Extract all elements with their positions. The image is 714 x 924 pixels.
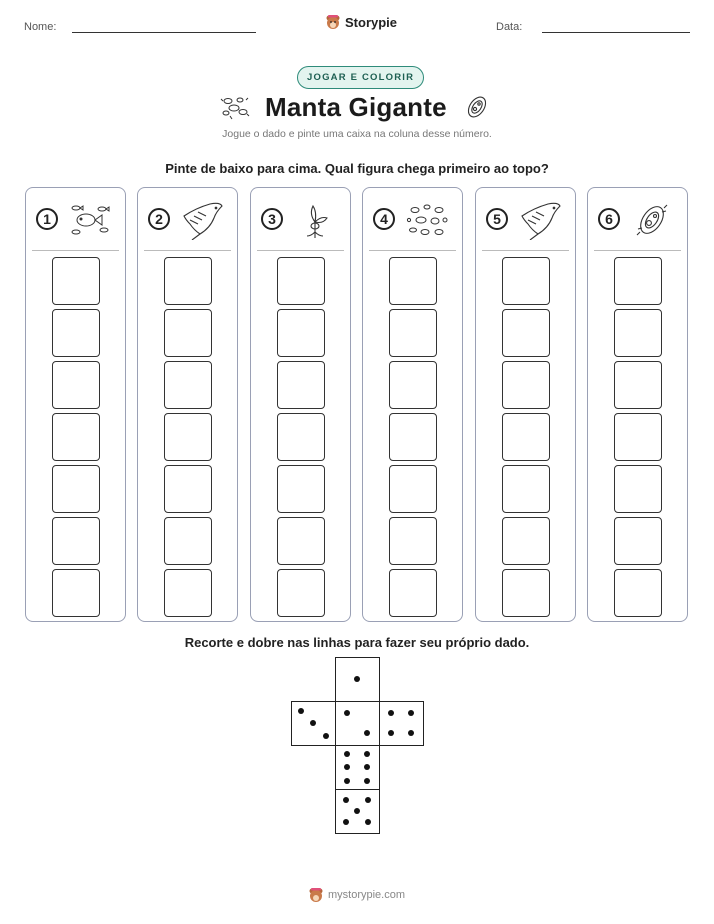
- dice-face-5: [335, 789, 380, 834]
- color-box[interactable]: [389, 257, 437, 305]
- color-box[interactable]: [52, 413, 100, 461]
- color-box[interactable]: [52, 257, 100, 305]
- dice-pip: [364, 730, 370, 736]
- dice-pip: [364, 778, 370, 784]
- dice-face-1: [335, 657, 380, 702]
- color-box[interactable]: [52, 361, 100, 409]
- column-3: [250, 187, 351, 622]
- color-box[interactable]: [614, 413, 662, 461]
- color-box[interactable]: [277, 361, 325, 409]
- color-box[interactable]: [164, 361, 212, 409]
- color-box[interactable]: [164, 517, 212, 565]
- color-box[interactable]: [164, 465, 212, 513]
- color-box[interactable]: [277, 517, 325, 565]
- column-header: [476, 188, 575, 250]
- manta-ray-icon: [180, 200, 224, 240]
- name-line[interactable]: [72, 32, 256, 33]
- column-header: [26, 188, 125, 250]
- color-box[interactable]: [614, 517, 662, 565]
- color-box[interactable]: [277, 569, 325, 617]
- color-box[interactable]: [614, 257, 662, 305]
- dice-pip: [344, 710, 350, 716]
- dice-pip: [323, 733, 329, 739]
- manta-ray-icon: [518, 200, 562, 240]
- dice-pip: [388, 710, 394, 716]
- color-box[interactable]: [164, 309, 212, 357]
- page-subtitle: Jogue o dado e pinte uma caixa na coluna desse número.: [222, 128, 492, 140]
- dice-pip: [408, 730, 414, 736]
- footer: [308, 887, 405, 903]
- color-box[interactable]: [389, 413, 437, 461]
- bear-logo-icon: [325, 14, 341, 30]
- dice-pip: [388, 730, 394, 736]
- column-number: 5: [486, 208, 508, 230]
- column-header: [138, 188, 237, 250]
- color-box[interactable]: [502, 517, 550, 565]
- color-box[interactable]: [502, 413, 550, 461]
- dice-face-4: [379, 701, 424, 746]
- column-number: 6: [598, 208, 620, 230]
- color-box[interactable]: [164, 257, 212, 305]
- dice-pip: [365, 819, 371, 825]
- plankton-sprout-icon: [293, 200, 337, 240]
- dice-pip: [343, 797, 349, 803]
- color-box[interactable]: [502, 257, 550, 305]
- dice-pip: [364, 764, 370, 770]
- color-box[interactable]: [277, 413, 325, 461]
- microbe-icon: [630, 200, 674, 240]
- color-box[interactable]: [164, 413, 212, 461]
- dice-pip: [344, 778, 350, 784]
- column-divider: [32, 250, 119, 251]
- color-box[interactable]: [502, 465, 550, 513]
- column-divider: [144, 250, 231, 251]
- column-header: [363, 188, 462, 250]
- dice-instruction: Recorte e dobre nas linhas para fazer seu próprio dado.: [184, 635, 530, 650]
- dice-face-2: [335, 701, 380, 746]
- brand-name: Storypie: [345, 14, 398, 30]
- dice-pip: [343, 819, 349, 825]
- dice-face-6: [335, 745, 380, 790]
- dice-pip: [344, 751, 350, 757]
- dice-pip: [310, 720, 316, 726]
- page-title: Manta Gigante: [265, 92, 447, 122]
- color-box[interactable]: [52, 517, 100, 565]
- game-type-badge: JOGAR E COLORIR: [297, 66, 424, 89]
- column-4: [362, 187, 463, 622]
- color-box[interactable]: [389, 309, 437, 357]
- column-header: [251, 188, 350, 250]
- column-number: 3: [261, 208, 283, 230]
- column-5: [475, 187, 576, 622]
- dice-pip: [364, 751, 370, 757]
- color-box[interactable]: [277, 465, 325, 513]
- dice-pip: [354, 808, 360, 814]
- column-number: 1: [36, 208, 58, 230]
- column-divider: [482, 250, 569, 251]
- plankton-title-icon: [220, 94, 250, 120]
- color-box[interactable]: [389, 361, 437, 409]
- dice-pip: [298, 708, 304, 714]
- column-2: [137, 187, 238, 622]
- color-box[interactable]: [502, 309, 550, 357]
- footer-url[interactable]: mystorypie.com: [328, 889, 406, 901]
- color-box[interactable]: [614, 309, 662, 357]
- color-box[interactable]: [389, 465, 437, 513]
- column-number: 4: [373, 208, 395, 230]
- color-box[interactable]: [502, 361, 550, 409]
- color-box[interactable]: [389, 517, 437, 565]
- column-header: [588, 188, 687, 250]
- bear-footer-icon: [308, 887, 324, 903]
- color-box[interactable]: [52, 569, 100, 617]
- dice-pip: [344, 764, 350, 770]
- color-box[interactable]: [52, 309, 100, 357]
- game-instruction: Pinte de baixo para cima. Qual figura chega primeiro ao topo?: [165, 161, 549, 176]
- microbe-title-icon: [464, 93, 490, 121]
- dice-face-3: [291, 701, 336, 746]
- plankton-cluster-icon: [405, 200, 449, 240]
- dice-pip: [365, 797, 371, 803]
- column-divider: [594, 250, 681, 251]
- column-number: 2: [148, 208, 170, 230]
- date-label: Data:: [496, 21, 523, 33]
- color-box[interactable]: [164, 569, 212, 617]
- dice-pip: [354, 676, 360, 682]
- color-box[interactable]: [614, 465, 662, 513]
- color-box[interactable]: [52, 465, 100, 513]
- color-box[interactable]: [277, 309, 325, 357]
- column-1: [25, 187, 126, 622]
- date-line[interactable]: [542, 32, 690, 33]
- color-box[interactable]: [614, 569, 662, 617]
- brand-logo: [325, 14, 397, 30]
- column-divider: [369, 250, 456, 251]
- color-box[interactable]: [389, 569, 437, 617]
- color-box[interactable]: [614, 361, 662, 409]
- name-label: Nome:: [24, 21, 57, 33]
- color-box[interactable]: [277, 257, 325, 305]
- fish-school-icon: [68, 200, 112, 240]
- color-box[interactable]: [502, 569, 550, 617]
- column-6: [587, 187, 688, 622]
- column-divider: [257, 250, 344, 251]
- dice-pip: [408, 710, 414, 716]
